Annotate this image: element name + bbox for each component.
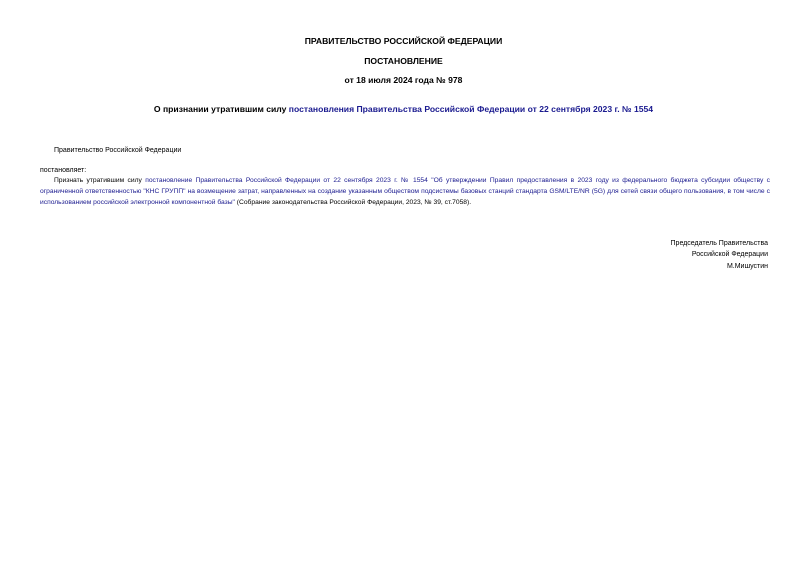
paragraph-prefix: Признать утратившим силу [54, 177, 146, 184]
decree-word: постановляет: [40, 167, 87, 174]
signature-block [671, 238, 768, 272]
signature-title-2: Российской Федерации [691, 251, 768, 259]
signature-title: Председатель Правительства [670, 240, 768, 247]
authority-heading: ПРАВИТЕЛЬСТВО РОССИЙСКОЙ ФЕДЕРАЦИИ [304, 36, 503, 46]
subject-decree-link[interactable]: постановления Правительства Российской Федерации от 22 сентября 2023 г. № 1554 [288, 104, 654, 114]
document-subject [0, 104, 807, 115]
document-type-heading: ПОСТАНОВЛЕНИЕ [364, 56, 443, 66]
paragraph-suffix: (Собрание законодательства Российской Федерации, 2023, № 39, ст.7058). [234, 199, 472, 207]
issuer-text: Правительство Российской Федерации [54, 147, 182, 154]
date-number-heading: от 18 июля 2024 года № 978 [344, 75, 463, 85]
decree-paragraph [40, 175, 770, 209]
repealed-decree-link[interactable]: постановление Правительства Российской Федерации от 22 сентября 2023 г. № 1554 "Об утверждении Правил предоставления в 2023 году из федерального бюджета субсидии обществу с ограниченной ответственностью "КНС ГРУПП" на возмещение затрат, направленных на создание указанным обществом подсистемы базовых станций стандарта GSM/LTE/NR (5G) для сетей связи общего пользования, в том числе с использованием российской электронной компонентной базы" [40, 177, 770, 207]
subject-prefix: О признании утратившим силу [153, 104, 289, 114]
signatory-name: М.Мишустин [726, 262, 768, 270]
